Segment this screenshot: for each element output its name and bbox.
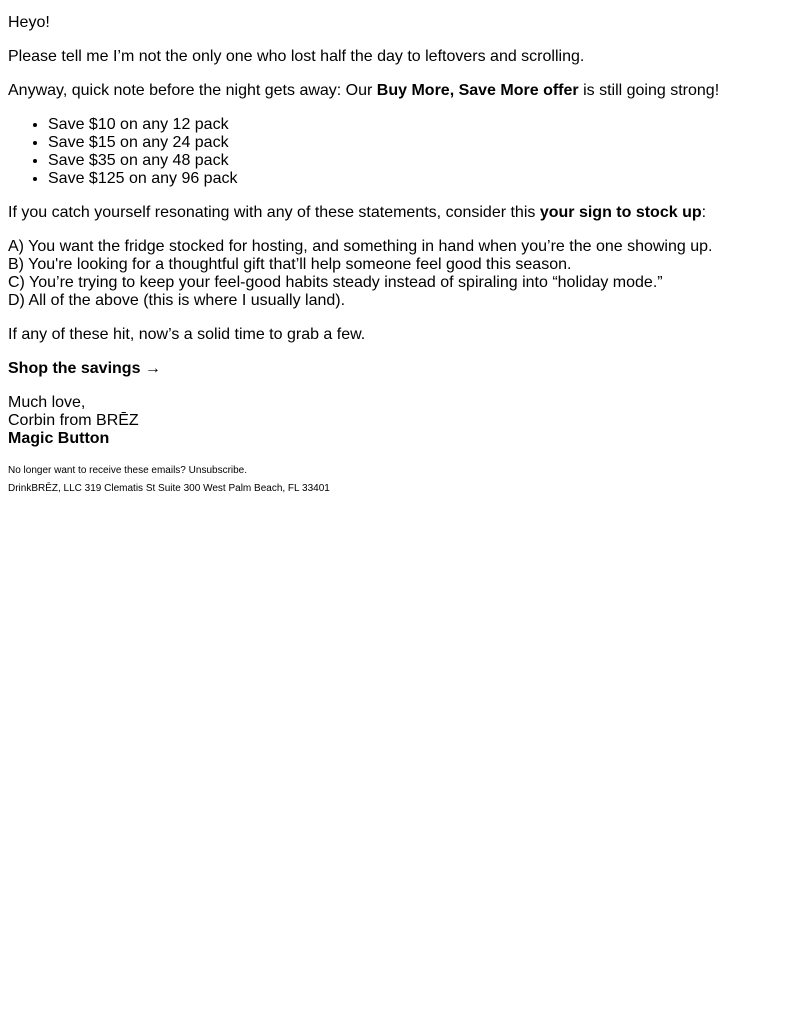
- unsubscribe-line: [8, 465, 792, 477]
- unsubscribe-link[interactable]: Unsubscribe: [188, 465, 245, 476]
- sender-bold: [8, 430, 792, 448]
- statements-list: [8, 238, 792, 310]
- offer-item: • Save $35 on any 48 pack: [48, 152, 792, 170]
- signoff: Much love,: [8, 394, 86, 411]
- offer-suffix: is still going strong!: [578, 82, 720, 99]
- offer-item: • Save $125 on any 96 pack: [48, 170, 792, 188]
- cta-paragraph: [8, 360, 792, 378]
- statements-intro: [8, 204, 792, 222]
- statements-intro-suffix: :: [701, 204, 707, 221]
- signature: [8, 394, 792, 448]
- statement-item: A) You want the fridge stocked for hosting, and something in hand when you’re the one showing up.: [8, 238, 713, 255]
- offer-item: • Save $10 on any 12 pack: [48, 116, 792, 134]
- intro-paragraph: Please tell me I’m not the only one who lost half the day to leftovers and scrolling.: [8, 48, 585, 65]
- statement-item: D) All of the above (this is where I usually land).: [8, 292, 346, 309]
- email-footer: [8, 465, 792, 495]
- greeting: Heyo!: [8, 14, 50, 31]
- company-address: DrinkBRĒZ, LLC 319 Clematis St Suite 300 West Palm Beach, FL 33401: [8, 483, 330, 494]
- sender-name: Corbin from BRĒZ: [8, 412, 139, 429]
- statement-item: B) You're looking for a thoughtful gift that’ll help someone feel good this season.: [8, 256, 572, 273]
- shop-savings-link[interactable]: Shop the savings →: [8, 360, 161, 377]
- unsubscribe-prefix: No longer want to receive these emails?: [8, 465, 189, 476]
- sender-bold-text: Magic Button: [8, 430, 110, 447]
- statements-intro-bold: your sign to stock up: [539, 204, 702, 221]
- unsubscribe-suffix: .: [244, 465, 248, 476]
- offer-prefix: Anyway, quick note before the night gets away: Our: [8, 82, 377, 99]
- statement-item: C) You’re trying to keep your feel-good habits steady instead of spiraling into “holiday mode.”: [8, 274, 663, 291]
- email-body: [0, 0, 800, 495]
- offer-name: Buy More, Save More offer: [376, 82, 579, 99]
- offer-paragraph: [8, 82, 792, 100]
- offer-item: • Save $15 on any 24 pack: [48, 134, 792, 152]
- offer-list: [8, 116, 792, 188]
- statements-intro-prefix: If you catch yourself resonating with any of these statements, consider this: [8, 204, 540, 221]
- closing-paragraph: If any of these hit, now’s a solid time to grab a few.: [8, 326, 366, 343]
